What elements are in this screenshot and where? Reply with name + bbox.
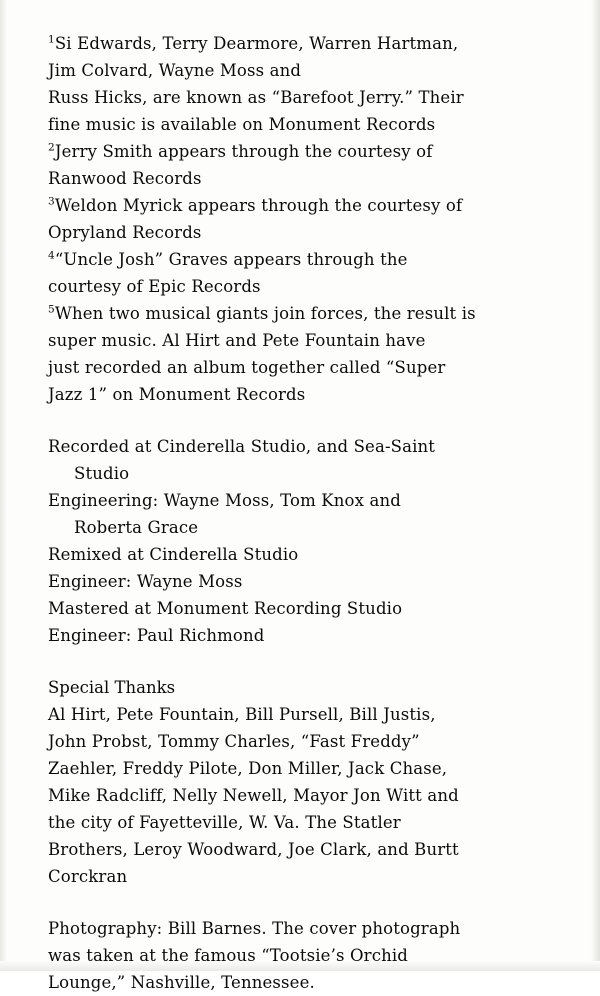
photography-line: Photography: Bill Barnes. The cover photograph <box>48 919 461 938</box>
footnote-3-line-2: Opryland Records <box>48 223 202 242</box>
credit-line: Mastered at Monument Recording Studio <box>48 599 403 618</box>
footnote-5-line-1: $^5$When two musical giants join forces, the result is <box>48 303 476 323</box>
page-content <box>48 30 554 996</box>
footnote-1-line-4: fine music is available on Monument Records <box>48 115 436 134</box>
photography-line: was taken at the famous “Tootsie’s Orchid <box>48 946 409 965</box>
footnote-marker: 3 <box>48 195 55 208</box>
footnote-4-line-2: courtesy of Epic Records <box>48 277 261 296</box>
footnote-3 <box>48 192 554 246</box>
footnote-marker: 4 <box>48 249 55 262</box>
production-credits-block <box>48 433 554 649</box>
special-thanks-line: the city of Fayetteville, W. Va. The Statler <box>48 813 401 832</box>
footnote-1-line-3: Russ Hicks, are known as “Barefoot Jerry.” Their <box>48 88 464 107</box>
photography-line: Lounge,” Nashville, Tennessee. <box>48 973 315 992</box>
special-thanks-line: Mike Radcliff, Nelly Newell, Mayor Jon Witt and <box>48 786 459 805</box>
special-thanks-heading: Special Thanks <box>48 678 176 697</box>
footnote-5-line-3: just recorded an album together called “Super <box>48 358 446 377</box>
credit-line: Recorded at Cinderella Studio, and Sea-Saint <box>48 437 436 456</box>
footnote-2-line-1: $^2$Jerry Smith appears through the courtesy of <box>48 141 433 161</box>
footnote-1 <box>48 30 554 138</box>
footnote-5-line-2: super music. Al Hirt and Pete Fountain have <box>48 331 426 350</box>
footnote-1-line-2: Jim Colvard, Wayne Moss and <box>48 61 302 80</box>
credit-line: Remixed at Cinderella Studio <box>48 545 299 564</box>
photography-block <box>48 915 554 996</box>
footnote-2 <box>48 138 554 192</box>
footnote-2-line-2: Ranwood Records <box>48 169 202 188</box>
footnotes-block <box>48 30 554 408</box>
footnote-1-line-1: $^1$Si Edwards, Terry Dearmore, Warren Hartman, <box>48 33 459 53</box>
page-edge-left <box>0 0 7 971</box>
special-thanks-line: Corckran <box>48 867 128 886</box>
special-thanks-line: Brothers, Leroy Woodward, Joe Clark, and Burtt <box>48 840 459 859</box>
footnote-5 <box>48 300 554 408</box>
special-thanks-block <box>48 674 554 890</box>
footnote-marker: 1 <box>48 33 55 46</box>
credit-line: Engineering: Wayne Moss, Tom Knox and <box>48 491 401 510</box>
credit-line: Engineer: Paul Richmond <box>48 626 265 645</box>
footnote-marker: 2 <box>48 141 55 154</box>
special-thanks-line: John Probst, Tommy Charles, “Fast Freddy” <box>48 732 420 751</box>
credit-line: Engineer: Wayne Moss <box>48 572 243 591</box>
footnote-4 <box>48 246 554 300</box>
footnote-5-line-4: Jazz 1” on Monument Records <box>48 385 306 404</box>
special-thanks-line: Al Hirt, Pete Fountain, Bill Pursell, Bill Justis, <box>48 705 436 724</box>
credit-line: Studio <box>74 464 130 483</box>
page-edge-right <box>591 0 600 971</box>
footnote-3-line-1: $^3$Weldon Myrick appears through the courtesy of <box>48 195 463 215</box>
credit-line: Roberta Grace <box>74 518 199 537</box>
special-thanks-line: Zaehler, Freddy Pilote, Don Miller, Jack Chase, <box>48 759 448 778</box>
footnote-marker: 5 <box>48 303 55 316</box>
footnote-4-line-1: $^4$“Uncle Josh” Graves appears through the <box>48 249 408 269</box>
